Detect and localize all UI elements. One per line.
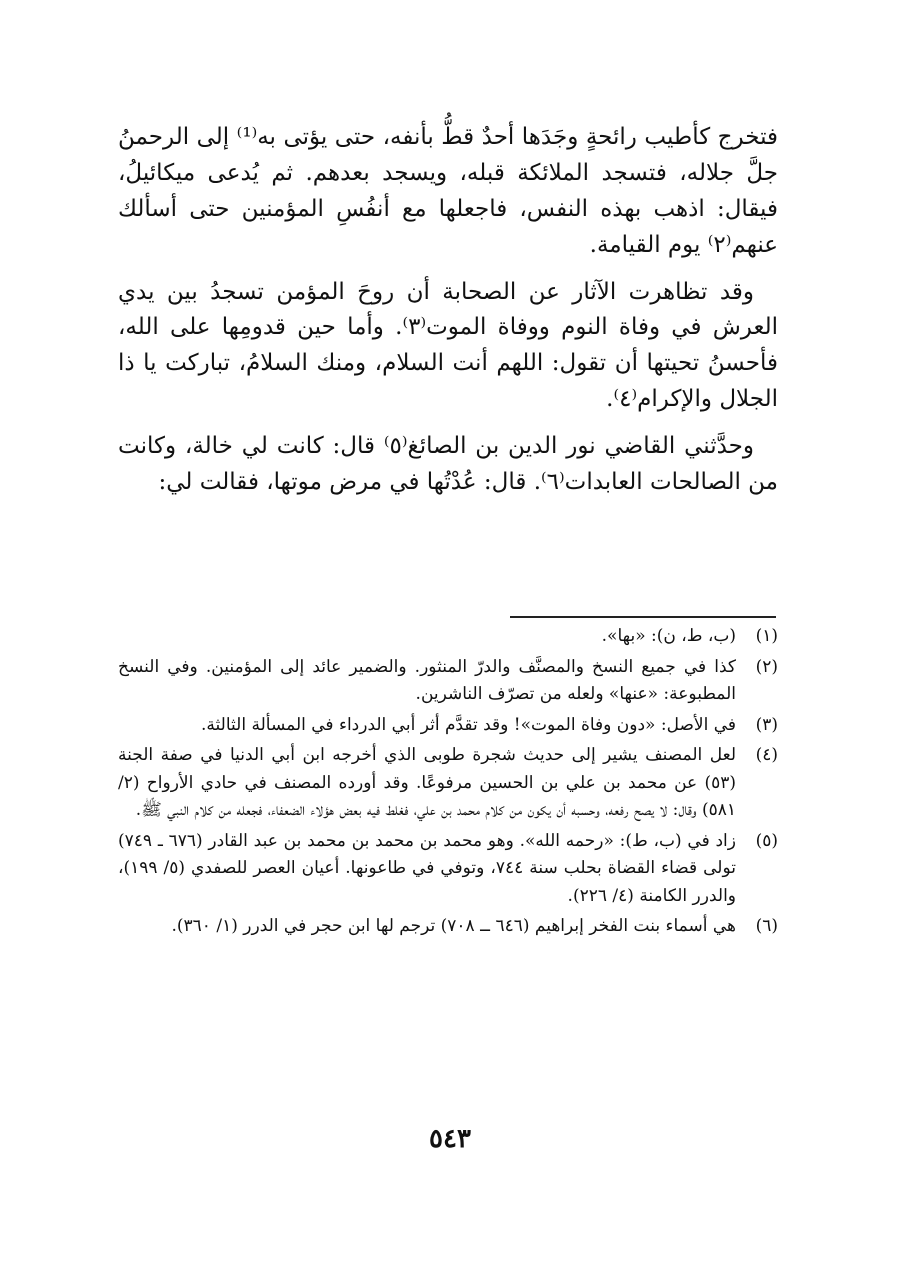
footnote-number: (٢) <box>755 656 778 677</box>
footnote-number: (٤) <box>755 745 778 766</box>
footnote-6 <box>118 913 778 941</box>
footnote-number: (٦) <box>755 916 778 937</box>
paragraph-3: وحدَّثني القاضي نور الدين بن الصائغ⁽٥⁾ قال: كانت لي خالة، وكانت من الصالحات العابدات⁽٦⁾. قال: عُدْتُها في مرض موتها، فقالت لي: <box>118 433 778 495</box>
footnote-text: لعل المصنف يشير إلى حديث شجرة طوبى الذي أخرجه ابن أبي الدنيا في صفة الجنة (٥٣) عن محمد بن علي بن الحسين مرفوعًا. وقد أورده المصنف في حادي الأرواح (٢/ ٥٨١) وقال: لا يصح رفعه، وحسبه أن يكون من كلام محمد بن علي، فغلط فيه بعض هؤلاء الضعفاء، فجعله من كلام النبي ﷺ. <box>118 745 736 821</box>
footnote-number: (٣) <box>755 714 778 735</box>
footnote-4 <box>118 742 778 825</box>
footnote-text: زاد في (ب، ط): «رحمه الله». وهو محمد بن محمد بن محمد بن عبد القادر (٦٧٦ ـ ٧٤٩) تولى قضاء القضاة بحلب سنة ٧٤٤، وتوفي في طاعونها. أعيان العصر للصفدي (٥/ ١٩٩)، والدرر الكامنة (٤/ ٢٢٦). <box>118 830 736 906</box>
footnote-number: (٥) <box>755 830 778 851</box>
paragraph-1: فتخرج كأطيب رائحةٍ وجَدَها أحدٌ قطُّ بأنفه، حتى يؤتى به⁽¹⁾ إلى الرحمنُ جلَّ جلاله، فتسجد الملائكة قبله، ويسجد بعدهم. ثم يُدعى ميكائيلُ، فيقال: اذهب بهذه النفس، فاجعلها مع أنفُسِ المؤمنين حتى أسألك عنهم⁽٢⁾ يوم القيامة. <box>118 124 779 258</box>
footnote-3 <box>118 712 778 740</box>
footnote-1 <box>118 623 778 651</box>
page-number: ٥٤٣ <box>429 1124 471 1154</box>
main-text <box>118 120 778 512</box>
paragraph-2: وقد تظاهرت الآثار عن الصحابة أن روحَ المؤمن تسجدُ بين يدي العرش في وفاة النوم ووفاة الموت⁽٣⁾. وأما حين قدومِها على الله، فأحسنُ تحيتها أن تقول: اللهم أنت السلام، ومنك السلامُ، تباركت يا ذا الجلال والإكرام⁽٤⁾. <box>118 278 778 413</box>
footnote-number: (١) <box>755 626 778 646</box>
footnote-text: (ب، ط، ن): «بها». <box>601 626 736 646</box>
footnotes <box>118 623 778 944</box>
footnote-divider <box>510 616 776 618</box>
footnote-2 <box>118 654 778 709</box>
footnote-text: هي أسماء بنت الفخر إبراهيم (٦٤٦ ــ ٧٠٨) ترجم لها ابن حجر في الدرر (١/ ٣٦٠). <box>171 916 736 937</box>
footnote-5 <box>118 828 778 911</box>
footnote-text: كذا في جميع النسخ والمصنَّف والدرّ المنثور. والضمير عائد إلى المؤمنين. وفي النسخ المطبوعة: «عنها» ولعله من تصرّف الناشرين. <box>118 656 736 705</box>
footnote-text: في الأصل: «دون وفاة الموت»! وقد تقدَّم أثر أبي الدرداء في المسألة الثالثة. <box>201 714 736 735</box>
